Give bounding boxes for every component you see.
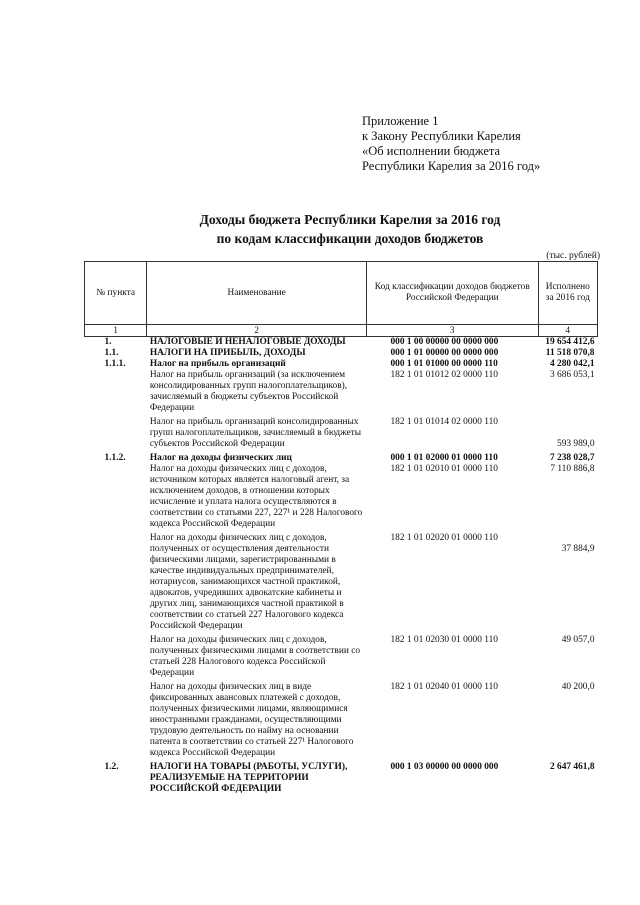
units-label: (тыс. рублей) bbox=[546, 251, 600, 261]
row-code: 182 1 01 01012 02 0000 110 bbox=[390, 370, 498, 380]
title-line-2: по кодам классификации доходов бюджетов bbox=[216, 231, 484, 246]
row-name: Налог на доходы физических лиц с доходов, источником которых является налоговый агент, за исключением доходов, в отношении которых исчисление и уплата налога осуществляются в соответствии со статьями 227, 227¹ и 228 Налогового кодекса Российской Федерации bbox=[149, 464, 363, 529]
row-number bbox=[85, 682, 147, 762]
row-name: НАЛОГИ НА ПРИБЫЛЬ, ДОХОДЫ bbox=[149, 348, 306, 358]
title-line-1: Доходы бюджета Республики Карелия за 2016 год bbox=[199, 212, 501, 227]
row-number: 1. bbox=[85, 337, 147, 349]
row-code: 182 1 01 02040 01 0000 110 bbox=[390, 682, 498, 692]
appendix-line: «Об исполнении бюджета bbox=[362, 144, 501, 158]
row-name: Налог на прибыль организаций консолидированных групп налогоплательщиков, зачисляемый в бюджеты субъектов Российской Федерации bbox=[149, 417, 362, 449]
table-row bbox=[85, 533, 598, 635]
row-code: 000 1 01 02000 01 0000 110 bbox=[390, 453, 498, 463]
column-number: 2 bbox=[147, 325, 367, 337]
appendix-line: Приложение 1 bbox=[362, 114, 439, 128]
row-number: 1.1. bbox=[104, 348, 119, 358]
header-value: Исполнено за 2016 год bbox=[538, 262, 597, 325]
row-code: 182 1 01 02010 01 0000 110 bbox=[390, 464, 498, 474]
row-value: 19 654 412,6 bbox=[538, 337, 597, 349]
row-number bbox=[85, 417, 147, 453]
row-code: 182 1 01 02030 01 0000 110 bbox=[390, 635, 498, 645]
row-name: НАЛОГОВЫЕ И НЕНАЛОГОВЫЕ ДОХОДЫ bbox=[147, 337, 367, 349]
row-name: Налог на доходы физических лиц в виде фиксированных авансовых платежей с доходов, полученных физическими лицами, являющимися иностранными гражданами, осуществляющими трудовую деятельность по найму на основании патента в соответствии со статьей 227¹ Налогового кодекса Российской Федерации bbox=[149, 682, 354, 758]
appendix-line: к Закону Республики Карелия bbox=[362, 129, 521, 143]
row-number bbox=[85, 464, 147, 533]
row-value: 40 200,0 bbox=[561, 682, 595, 692]
row-number bbox=[85, 635, 147, 682]
row-code: 182 1 01 01014 02 0000 110 bbox=[390, 417, 498, 427]
column-number: 4 bbox=[538, 325, 597, 337]
document-title bbox=[0, 210, 640, 248]
header-code: Код классификации доходов бюджетов Российской Федерации bbox=[366, 262, 538, 325]
table-row bbox=[85, 635, 598, 682]
row-value: 2 647 461,8 bbox=[549, 762, 595, 772]
table-row bbox=[85, 337, 598, 349]
row-code: 000 1 01 01000 00 0000 110 bbox=[390, 359, 498, 369]
table-row bbox=[85, 348, 598, 359]
row-value: 7 110 886,8 bbox=[550, 464, 595, 474]
row-number: 1.2. bbox=[104, 762, 119, 772]
row-name: Налог на прибыль организаций bbox=[149, 359, 286, 369]
revenue-table bbox=[84, 261, 598, 795]
table-row bbox=[85, 453, 598, 464]
row-name: Налог на доходы физических лиц с доходов, полученных от осуществления деятельности физическими лицами, зарегистрированными в качестве индивидуальных предпринимателей, нотариусов, занимающихся частной практикой, адвокатов, учредивших адвокатские кабинеты и других лиц, занимающихся частной практикой в соответствии со статьей 227 Налогового кодекса Российской Федерации bbox=[149, 533, 344, 631]
header-name: Наименование bbox=[147, 262, 367, 325]
column-number: 1 bbox=[85, 325, 147, 337]
row-name: Налог на прибыль организаций (за исключением консолидированных групп налогоплательщиков), зачисляемый в бюджеты субъектов Российской Федерации bbox=[149, 370, 348, 413]
row-number bbox=[85, 533, 147, 635]
row-code: 000 1 03 00000 00 0000 000 bbox=[390, 762, 499, 772]
table-body bbox=[85, 337, 598, 796]
appendix-line: Республики Карелия за 2016 год» bbox=[362, 159, 541, 173]
table-row bbox=[85, 417, 598, 453]
table-row bbox=[85, 464, 598, 533]
row-value: 4 280 042,1 bbox=[549, 359, 595, 369]
table-row bbox=[85, 762, 598, 795]
row-number bbox=[85, 370, 147, 417]
row-name: Налог на доходы физических лиц bbox=[149, 453, 292, 463]
table-row bbox=[85, 682, 598, 762]
header-number: № пункта bbox=[85, 262, 147, 325]
table-header-row bbox=[85, 262, 598, 325]
row-value: 593 989,0 bbox=[557, 439, 595, 449]
table-row bbox=[85, 370, 598, 417]
row-code: 182 1 01 02020 01 0000 110 bbox=[390, 533, 498, 543]
row-number: 1.1.1. bbox=[104, 359, 126, 369]
row-name: НАЛОГИ НА ТОВАРЫ (РАБОТЫ, УСЛУГИ), РЕАЛИЗУЕМЫЕ НА ТЕРРИТОРИИ РОССИЙСКОЙ ФЕДЕРАЦИИ bbox=[149, 762, 348, 794]
row-value: 37 884,9 bbox=[561, 544, 595, 554]
row-value: 7 238 028,7 bbox=[549, 453, 595, 463]
row-code: 000 1 00 00000 00 0000 000 bbox=[366, 337, 538, 349]
row-name: Налог на доходы физических лиц с доходов, полученных физическими лицами в соответствии со статьей 228 Налогового кодекса Российской Федерации bbox=[149, 635, 361, 678]
appendix-note bbox=[362, 114, 540, 174]
row-code: 000 1 01 00000 00 0000 000 bbox=[390, 348, 499, 358]
row-value: 3 686 053,1 bbox=[549, 370, 595, 380]
row-number: 1.1.2. bbox=[104, 453, 126, 463]
column-number: 3 bbox=[366, 325, 538, 337]
table-row bbox=[85, 359, 598, 370]
row-value: 49 057,0 bbox=[561, 635, 595, 645]
row-value: 11 518 070,8 bbox=[545, 348, 595, 358]
column-number-row bbox=[85, 325, 598, 337]
